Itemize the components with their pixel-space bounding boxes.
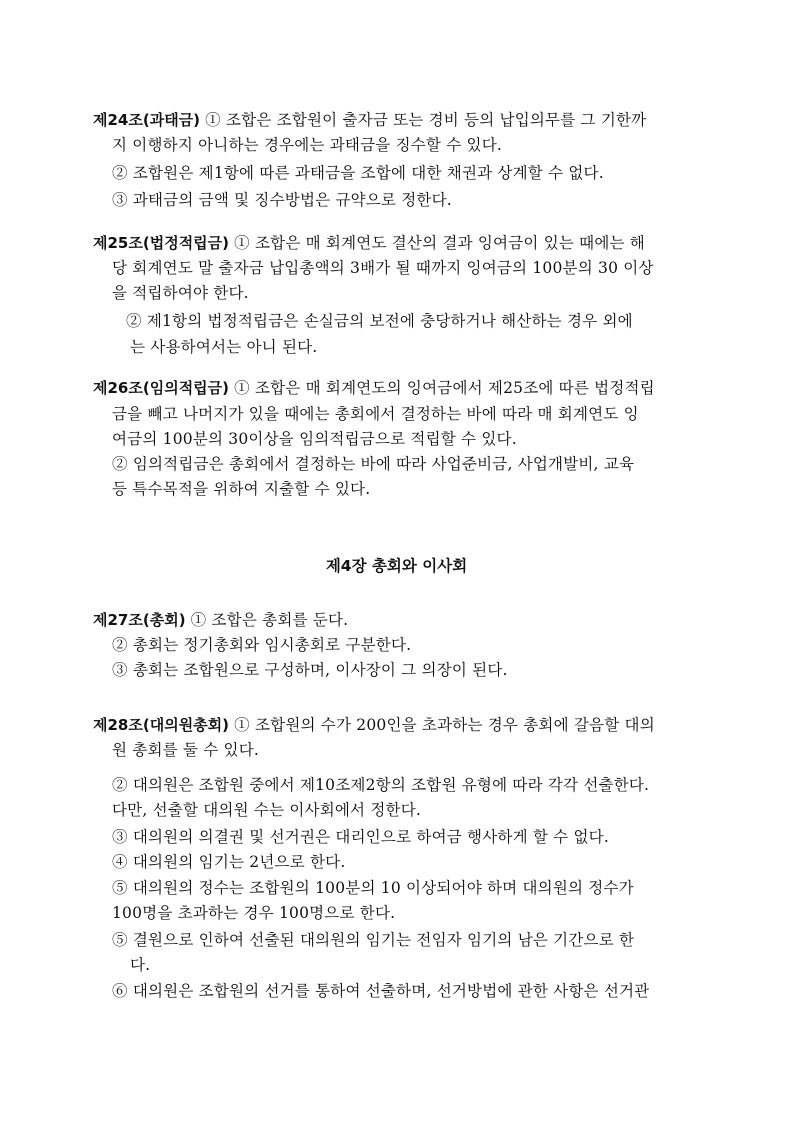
article-25-line-2: 당 회계연도 말 출자금 납입총액의 3배가 될 때까지 잉여금의 100분의 30 이상: [112, 259, 654, 277]
article-27-clause-3: ③ 총회는 조합원으로 구성하며, 이사장이 그 의장이 된다.: [112, 661, 508, 679]
article-25-clause-2-cont: 는 사용하여서는 아니 된다.: [130, 338, 318, 356]
article-28-clause-2-cont: 다만, 선출할 대의원 수는 이사회에서 정한다.: [112, 801, 422, 819]
article-26-line-3: 여금의 100분의 30이상을 임의적립금으로 적립할 수 있다.: [112, 430, 517, 448]
article-28-clause-2: ② 대의원은 조합원 중에서 제10조제2항의 조합원 유형에 따라 각각 선출한다.: [112, 776, 650, 794]
article-28-heading: 제28조(대의원총회): [93, 716, 230, 734]
article-26-clause-2: ② 임의적립금은 총회에서 결정하는 바에 따라 사업준비금, 사업개발비, 교육: [112, 455, 635, 473]
article-27-clause-2: ② 총회는 정기총회와 임시총회로 구분한다.: [112, 636, 412, 654]
article-24-line-1: 제24조(과태금) ① 조합은 조합원이 출자금 또는 경비 등의 납입의무를 그 기한까: [93, 111, 647, 129]
article-25-heading: 제25조(법정적립금): [93, 234, 230, 252]
article-24-line-2: 지 이행하지 아니하는 경우에는 과태금을 징수할 수 있다.: [112, 136, 502, 154]
article-28-clause-3: ③ 대의원의 의결권 및 선거권은 대리인으로 하여금 행사하게 할 수 없다.: [112, 828, 609, 846]
article-28-clause-5b: ⑤ 결원으로 인하여 선출된 대의원의 임기는 전임자 임기의 남은 기간으로 한: [112, 931, 635, 949]
article-24-heading: 제24조(과태금): [93, 111, 201, 129]
article-28-clause-4: ④ 대의원의 임기는 2년으로 한다.: [112, 853, 346, 871]
article-27-line-1: 제27조(총회) ① 조합은 총회를 둔다.: [93, 611, 349, 629]
article-24-clause-2: ② 조합원은 제1항에 따른 과태금을 조합에 대한 채권과 상계할 수 없다.: [112, 164, 604, 182]
article-28-clause-6: ⑥ 대의원은 조합원의 선거를 통하여 선출하며, 선거방법에 관한 사항은 선거관: [112, 982, 650, 1000]
article-28-line-2: 원 총회를 둘 수 있다.: [112, 741, 260, 759]
article-26-clause-2-cont: 등 특수목적을 위하여 지출할 수 있다.: [112, 480, 371, 498]
article-26-heading: 제26조(임의적립금): [93, 379, 230, 397]
article-26-line-2: 금을 빼고 나머지가 있을 때에는 총회에서 결정하는 바에 따라 매 회계연도 잉: [112, 405, 639, 423]
article-27-heading: 제27조(총회): [93, 611, 186, 629]
article-26-line-1: 제26조(임의적립금) ① 조합은 매 회계연도의 잉여금에서 제25조에 따른 법정적립: [93, 379, 655, 397]
article-25-clause-2: ② 제1항의 법정적립금은 손실금의 보전에 충당하거나 해산하는 경우 외에: [126, 312, 633, 330]
article-28-line-1: 제28조(대의원총회) ① 조합원의 수가 200인을 초과하는 경우 총회에 갈음할 대의: [93, 716, 655, 734]
article-28-clause-5: ⑤ 대의원의 정수는 조합원의 100분의 10 이상되어야 하며 대의원의 정수가: [112, 879, 634, 897]
article-28-clause-5b-cont: 다.: [130, 956, 151, 974]
article-25-line-1: 제25조(법정적립금) ① 조합은 매 회계연도 결산의 결과 잉여금이 있는 때에는 해: [93, 234, 645, 252]
article-24-clause-3: ③ 과태금의 금액 및 징수방법은 규약으로 정한다.: [112, 191, 452, 209]
article-28-clause-5-cont: 100명을 초과하는 경우 100명으로 한다.: [112, 904, 396, 922]
article-25-line-3: 을 적립하여야 한다.: [112, 284, 249, 302]
chapter-4-title: 제4장 총회와 이사회: [325, 557, 468, 575]
